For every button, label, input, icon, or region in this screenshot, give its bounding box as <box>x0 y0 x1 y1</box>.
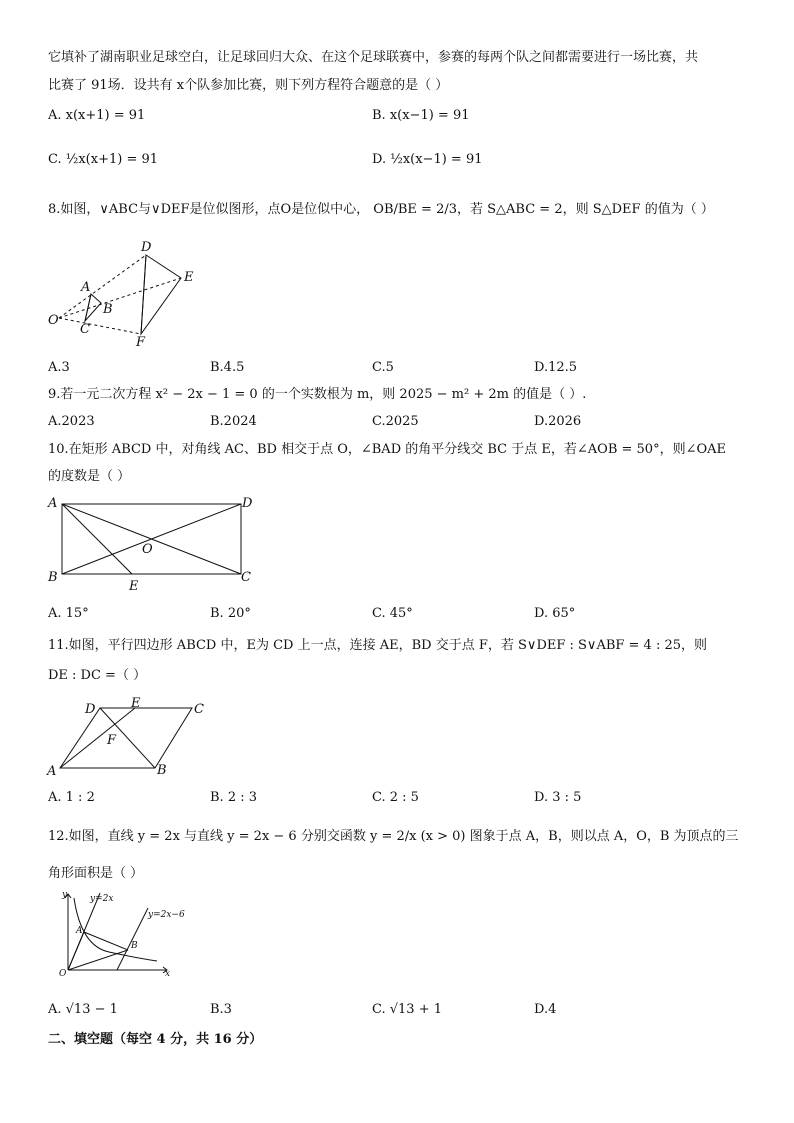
q10-label-e: E <box>129 579 139 594</box>
q12-option-a: A. √13 − 1 <box>48 1002 118 1017</box>
q10-figure <box>45 494 265 594</box>
q8-text: 8.如图，∨ABC与∨DEF是位似图形，点O是位似中心， OB/BE = 2/3，若 S△ABC = 2，则 S△DEF 的值为（ ） <box>48 202 714 217</box>
q8-label-f: F <box>136 335 146 350</box>
q10-label-b: B <box>48 570 58 585</box>
q11-label-d: D <box>85 702 96 717</box>
q8-option-b: B.4.5 <box>210 360 245 375</box>
q7-option-b: B. x(x−1) = 91 <box>372 108 470 123</box>
q8-label-e: E <box>184 270 194 285</box>
q8-label-c: C <box>80 322 90 337</box>
q7-option-d: D. ½x(x−1) = 91 <box>372 152 483 167</box>
q11-text-line2: DE : DC =（ ） <box>48 668 147 683</box>
q8-option-a: A.3 <box>48 360 70 375</box>
q10-label-a: A <box>48 496 58 511</box>
q11-label-a: A <box>47 764 57 779</box>
q12-text-line2: 角形面积是（ ） <box>48 866 144 881</box>
q9-option-b: B.2024 <box>210 414 257 429</box>
q9-option-a: A.2023 <box>48 414 95 429</box>
q12-option-c: C. √13 + 1 <box>372 1002 443 1017</box>
q12-option-d: D.4 <box>534 1002 557 1017</box>
q10-text-line1: 10.在矩形 ABCD 中，对角线 AC、BD 相交于点 O，∠BAD 的角平分线交 BC 于点 E，若∠AOB = 50°，则∠OAE <box>48 442 726 457</box>
q12-label-b: B <box>131 941 138 951</box>
q10-option-d: D. 65° <box>534 606 576 621</box>
section2-title: 二、填空题（每空 4 分，共 16 分） <box>48 1032 263 1047</box>
q10-label-d: D <box>242 496 253 511</box>
q8-option-d: D.12.5 <box>534 360 578 375</box>
q10-text-line2: 的度数是（ ） <box>48 469 131 484</box>
q8-label-b: B <box>103 302 113 317</box>
q10-option-a: A. 15° <box>48 606 89 621</box>
q10-label-o: O <box>142 542 153 557</box>
q10-option-b: B. 20° <box>210 606 251 621</box>
q11-option-c: C. 2 : 5 <box>372 790 419 805</box>
q12-label-a: A <box>76 926 83 936</box>
q11-text-line1: 11.如图，平行四边形 ABCD 中，E为 CD 上一点，连接 AE，BD 交于点 F，若 S∨DEF : S∨ABF = 4 : 25，则 <box>48 638 708 653</box>
q11-label-e: E <box>131 696 141 711</box>
q7-text-line1: 它填补了湖南职业足球空白，让足球回归大众、在这个足球联赛中，参赛的每两个队之间都需要进行一场比赛，共 <box>48 50 699 65</box>
q11-option-b: B. 2 : 3 <box>210 790 258 805</box>
q10-label-c: C <box>241 570 251 585</box>
q8-label-o: O <box>48 313 59 328</box>
q8-option-c: C.5 <box>372 360 394 375</box>
q12-figure <box>45 888 185 988</box>
q8-figure <box>45 238 205 353</box>
q12-label-o: O <box>59 969 67 979</box>
q8-label-a: A <box>81 280 91 295</box>
q12-label-line1: y=2x <box>90 894 114 904</box>
q11-figure <box>45 698 225 783</box>
q12-label-line2: y=2x−6 <box>148 910 185 920</box>
q12-label-x-axis: x <box>165 969 171 979</box>
q12-option-b: B.3 <box>210 1002 232 1017</box>
q9-option-d: D.2026 <box>534 414 582 429</box>
q12-label-y-axis: y <box>62 890 68 900</box>
q7-option-c: C. ½x(x+1) = 91 <box>48 152 159 167</box>
q11-label-f: F <box>107 733 117 748</box>
q11-option-a: A. 1 : 2 <box>48 790 95 805</box>
q7-text-line2: 比赛了 91场．设共有 x个队参加比赛，则下列方程符合题意的是（ ） <box>48 78 449 93</box>
q11-option-d: D. 3 : 5 <box>534 790 582 805</box>
q7-option-a: A. x(x+1) = 91 <box>48 108 146 123</box>
q11-label-c: C <box>194 702 204 717</box>
q11-label-b: B <box>157 763 167 778</box>
q9-option-c: C.2025 <box>372 414 419 429</box>
q10-option-c: C. 45° <box>372 606 413 621</box>
q12-text-line1: 12.如图，直线 y = 2x 与直线 y = 2x − 6 分别交函数 y = 2/x (x > 0) 图象于点 A，B，则以点 A，O，B 为顶点的三 <box>48 829 739 844</box>
q9-text: 9.若一元二次方程 x² − 2x − 1 = 0 的一个实数根为 m，则 2025 − m² + 2m 的值是（ ）. <box>48 387 587 402</box>
q8-label-d: D <box>141 240 152 255</box>
